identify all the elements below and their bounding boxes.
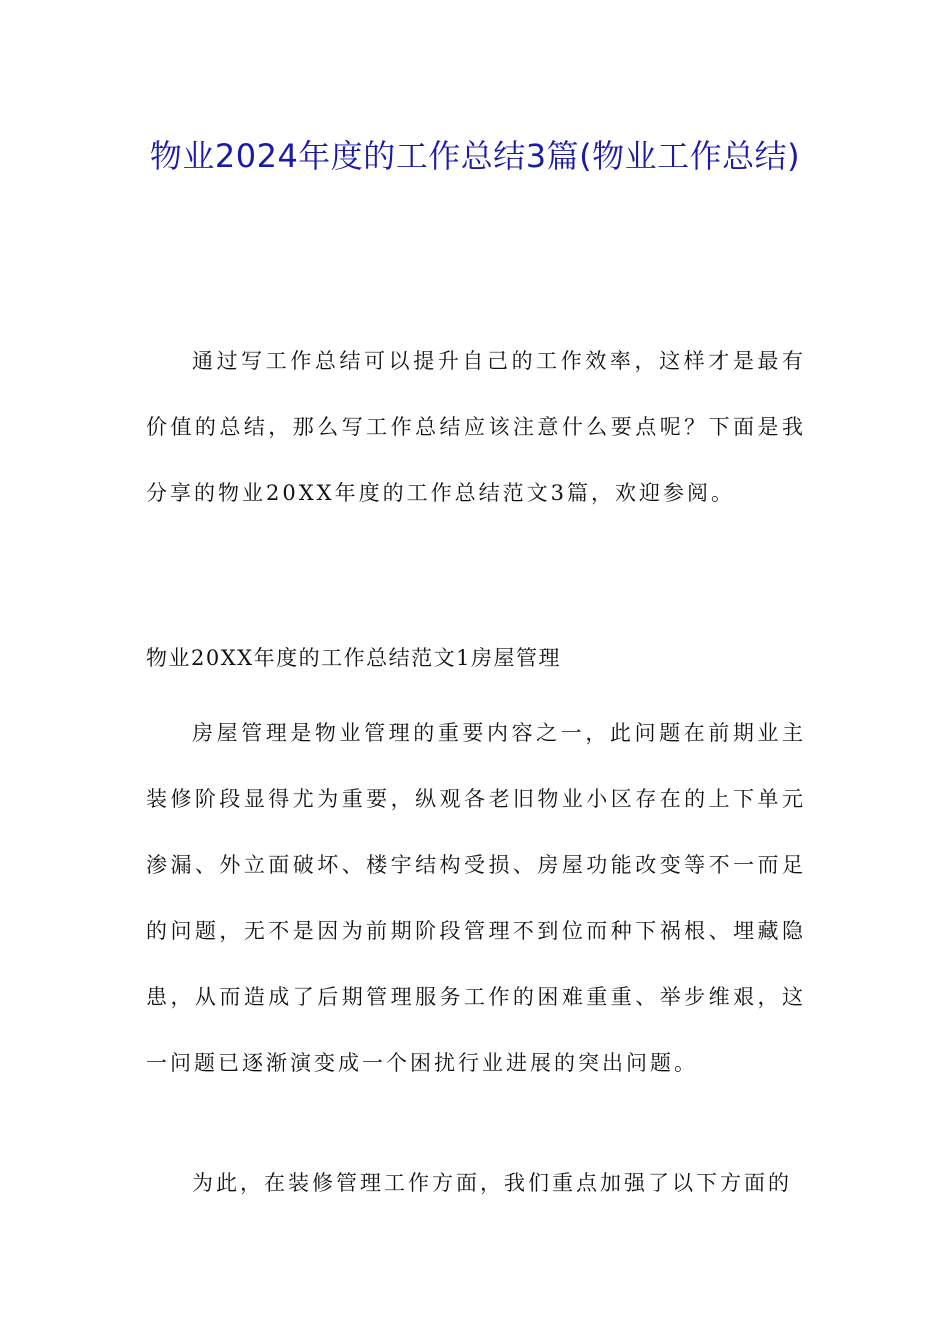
- body-paragraph-2: 为此，在装修管理工作方面，我们重点加强了以下方面的: [192, 1171, 792, 1195]
- intro-paragraph: 通过写工作总结可以提升自己的工作效率，这样才是最有价值的总结，那么写工作总结应该注意什么要点呢？下面是我分享的物业20XX年度的工作总结范文3篇，欢迎参阅。: [146, 349, 806, 505]
- body-paragraph-1: 房屋管理是物业管理的重要内容之一，此问题在前期业主装修阶段显得尤为重要，纵观各老旧物业小区存在的上下单元渗漏、外立面破坏、楼宇结构受损、房屋功能改变等不一而足的问题，无不是因为前期阶段管理不到位而种下祸根、埋藏隐患，从而造成了后期管理服务工作的困难重重、举步维艰，这一问题已逐渐演变成一个困扰行业进展的突出问题。: [146, 721, 806, 1075]
- section-heading: 物业20XX年度的工作总结范文1房屋管理: [146, 646, 561, 670]
- document-title: 物业2024年度的工作总结3篇(物业工作总结): [149, 137, 801, 175]
